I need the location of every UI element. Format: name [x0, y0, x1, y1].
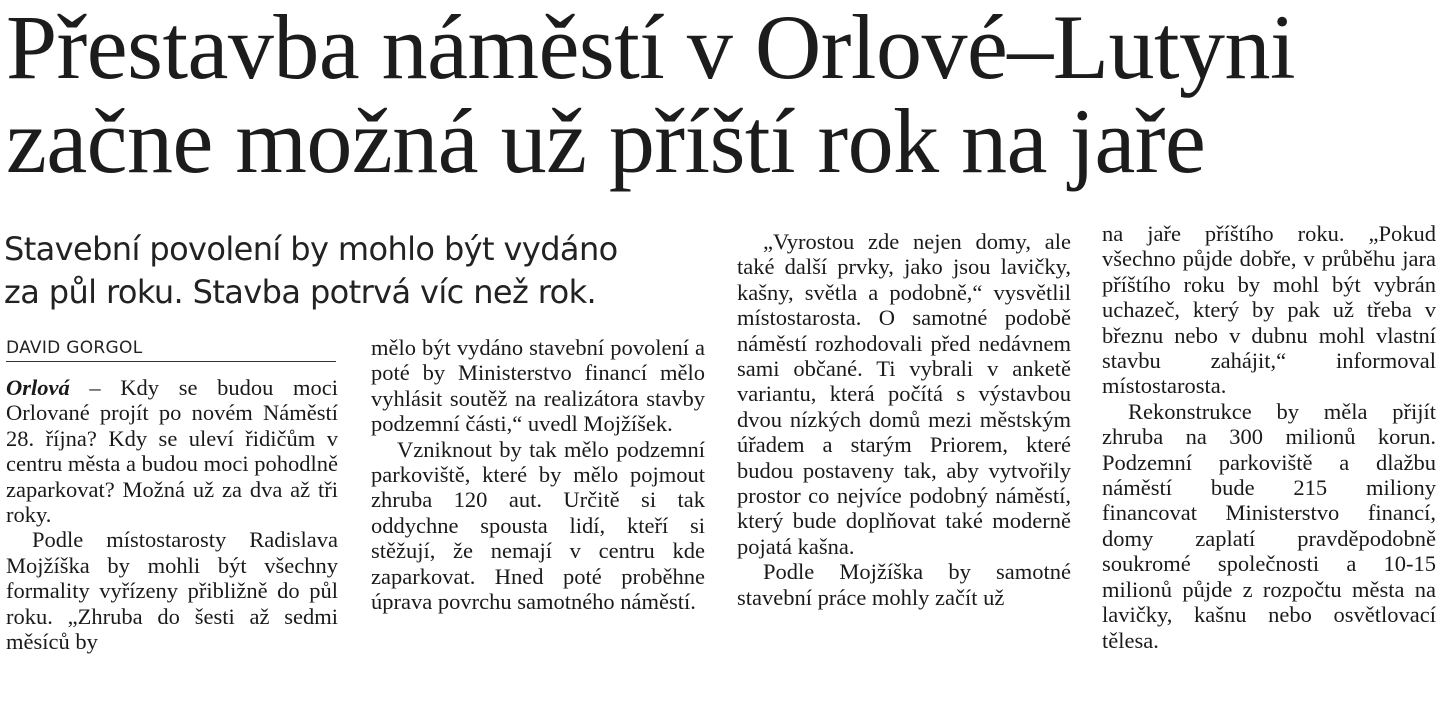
headline-line-1: Přestavba náměstí v Orlové–Lutyni	[6, 0, 1296, 98]
article-column-3	[737, 229, 1071, 610]
paragraph: Podle Mojžíška by samotné stavební práce mohly začít už	[737, 559, 1071, 610]
paragraph: mělo být vydáno stavební povolení a poté by Ministerstvo financí mělo vyhlásit soutěž na realizátora stavby podzemní části,“ uvedl Mojžíšek.	[371, 335, 705, 437]
paragraph: na jaře příštího roku. „Pokud všechno půjde dobře, v průběhu jara příštího roku by mohl být vybrán uchazeč, který by pak už třeba v březnu nebo v dubnu mohl vlastní stavbu zahájit,“ informoval místostarosta.	[1102, 221, 1436, 399]
paragraph: Podle místostarosty Radislava Mojžíška by mohli být všechny formality vyřízeny přibližně do půl roku. „Zhruba do šesti až sedmi měsíců by	[6, 527, 338, 655]
subtitle-line-2: za půl roku. Stavba potrvá víc než rok.	[4, 273, 597, 311]
headline	[6, 0, 1442, 192]
article-column-1	[6, 375, 338, 654]
paragraph: „Vyrostou zde nejen domy, ale také další prvky, jako jsou lavičky, kašny, světla a podobně,“ vysvětlil místostarosta. O samotné podobě náměstí rozhodovali před nedávnem sami občané. Ti vybrali v anketě variantu, která počítá s výstavbou dvou nízkých domů mezi městským úřadem a starým Priorem, které budou postaveny tak, aby vytvořily prostor co nejvíce podobný náměstí, který bude doplňovat také moderně pojatá kašna.	[737, 229, 1071, 559]
paragraph: Vzniknout by tak mělo podzemní parkoviště, které by mělo pojmout zhruba 120 aut. Určitě si tak oddychne spousta lidí, kteří si stěžují, že nemají v centru kde zaparkovat. Hned poté proběhne úprava povrchu samotného náměstí.	[371, 436, 705, 615]
article-column-4	[1102, 221, 1436, 653]
subtitle-line-1: Stavební povolení by mohlo být vydáno	[4, 230, 618, 268]
paragraph: Rekonstrukce by měla přijít zhruba na 300 milionů korun. Podzemní parkoviště a dlažbu náměstí bude 215 miliony financovat Ministerstvo financí, domy zaplatí pravděpodobně soukromé společnosti a 10-15 milionů půjde z rozpočtu města na lavičky, kašnu nebo osvětlovací tělesa.	[1102, 398, 1436, 653]
dateline-place: Orlová	[6, 375, 70, 400]
article-column-2	[371, 335, 705, 614]
subtitle	[4, 228, 694, 314]
byline: DAVID GORGOL	[6, 338, 336, 362]
headline-line-2: začne možná už příští rok na jaře	[6, 90, 1206, 192]
paragraph	[6, 375, 338, 527]
paragraph-text: – Kdy se budou moci Orlované projít po novém Náměstí 28. října? Kdy se uleví řidičům v centru města a budou moci pohodlně zaparkovat? Možná už za dva až tři roky.	[6, 375, 338, 528]
